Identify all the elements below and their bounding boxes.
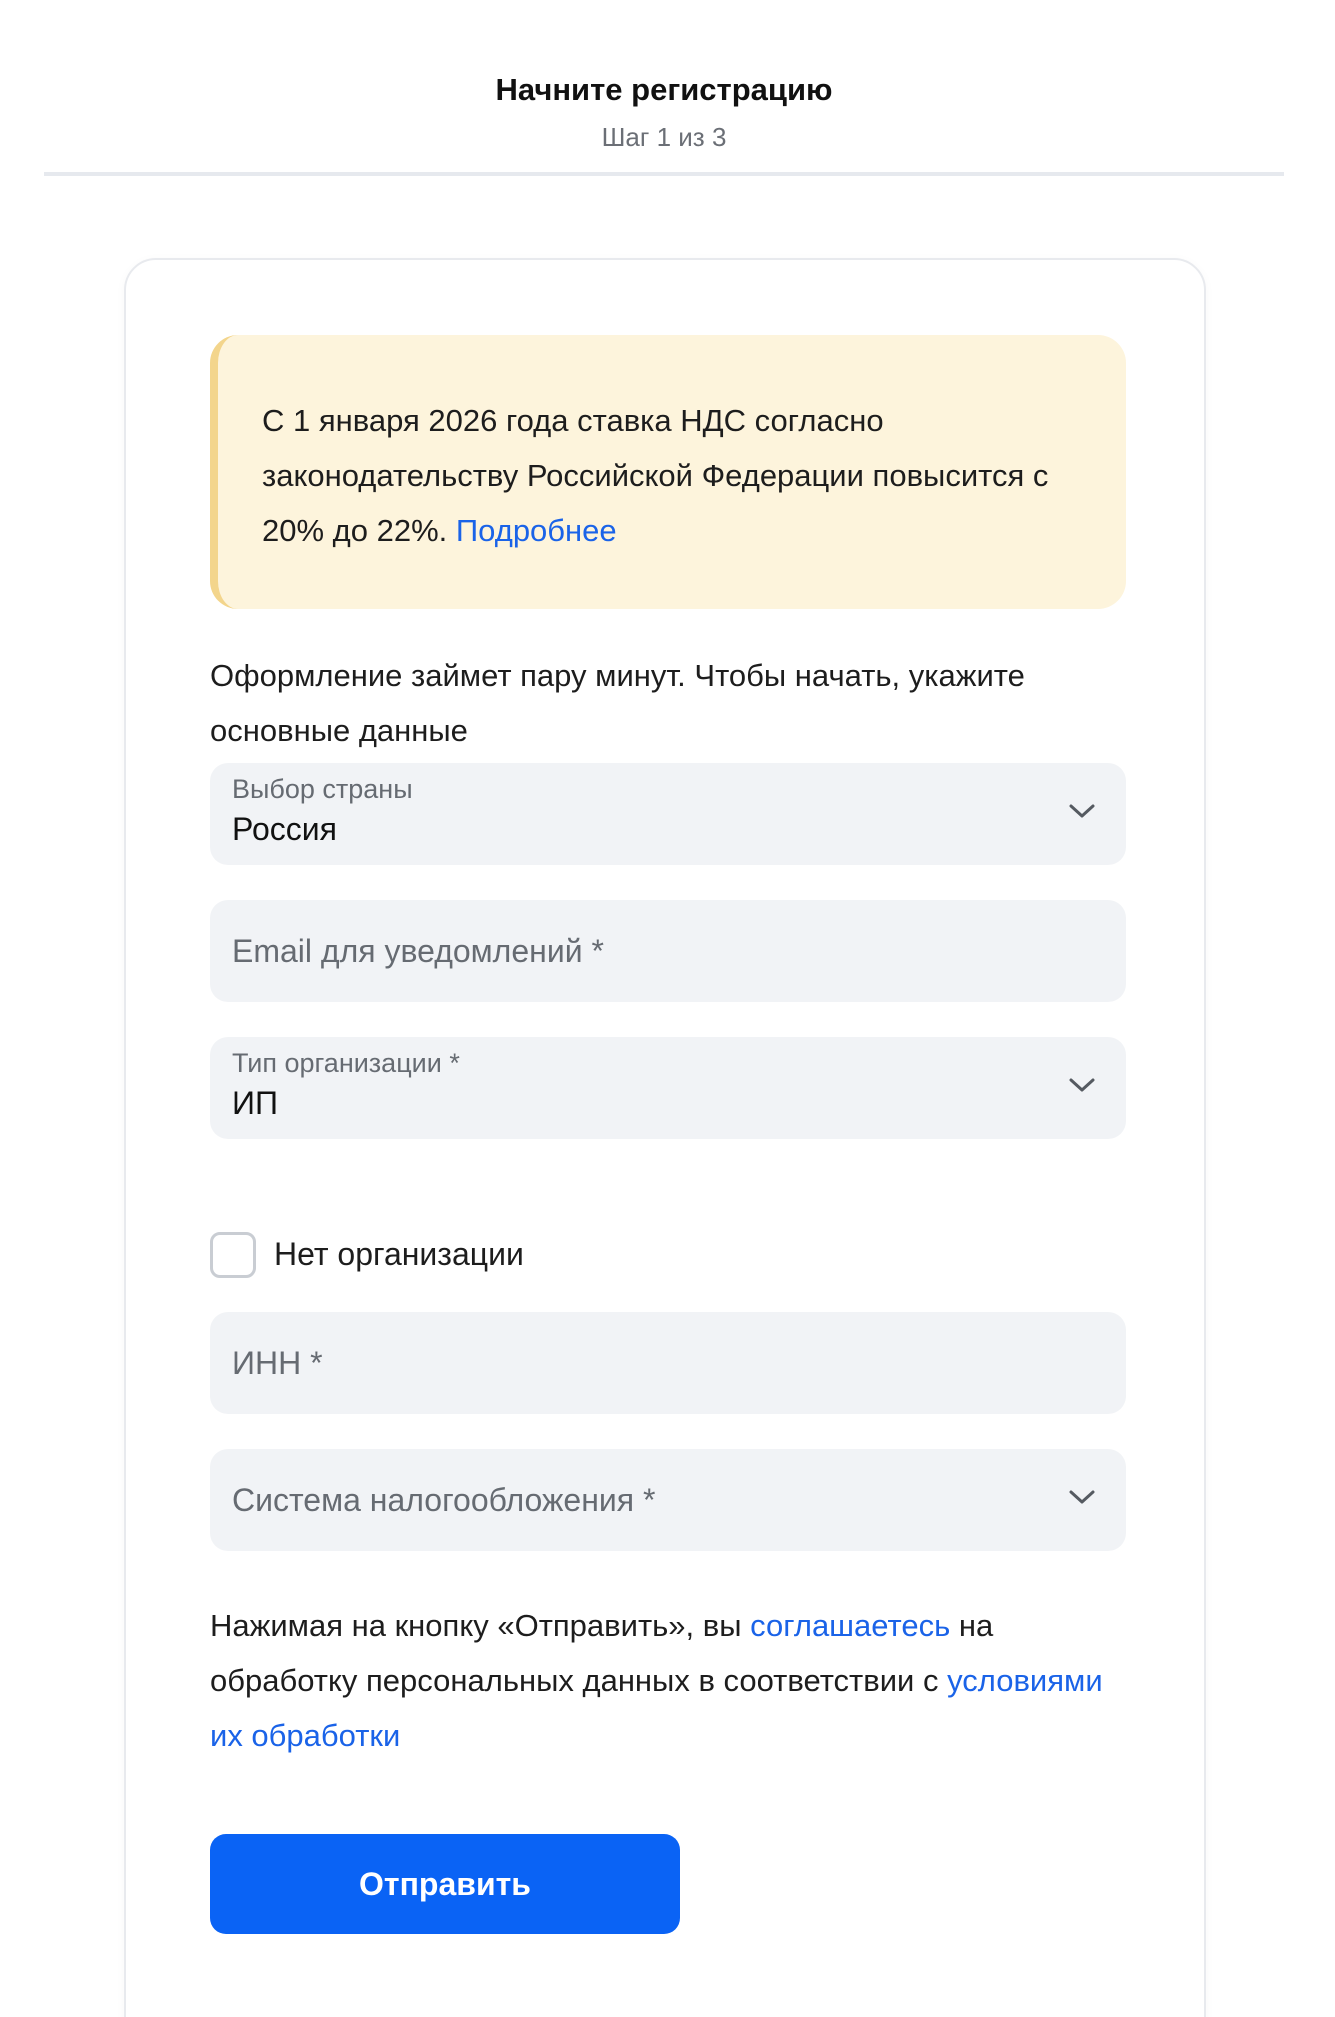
org-type-select-label: Тип организации * — [232, 1048, 460, 1078]
email-field-placeholder: Email для уведомлений * — [232, 933, 604, 969]
consent-agree-link[interactable]: соглашаетесь — [750, 1608, 951, 1643]
inn-field[interactable] — [210, 1312, 1126, 1414]
step-indicator: Шаг 1 из 3 — [601, 122, 727, 152]
org-type-select-value: ИП — [232, 1085, 278, 1121]
chevron-down-icon — [1068, 1075, 1096, 1095]
page-header — [44, 0, 1284, 176]
consent-text-part1: Нажимая на кнопку «Отправить», вы — [210, 1608, 742, 1643]
chevron-down-icon — [1068, 1487, 1096, 1507]
processing-terms-link[interactable]: условиями их обработки — [210, 1663, 1103, 1753]
intro-text: Оформление займет пару минут. Чтобы начать, укажите основные данные — [210, 658, 1025, 748]
more-info-link[interactable]: Подробнее — [455, 513, 617, 548]
vat-notice-text: С 1 января 2026 года ставка НДС согласно законодательству Российской Федерации повысится с 20% до 22%. — [262, 403, 1049, 548]
registration-card — [124, 258, 1206, 2017]
no-org-checkbox-row[interactable] — [210, 1230, 710, 1278]
no-org-checkbox[interactable] — [210, 1232, 256, 1278]
submit-button[interactable]: Отправить — [210, 1834, 680, 1934]
inn-field-placeholder: ИНН * — [232, 1345, 323, 1381]
country-select-label: Выбор страны — [232, 774, 413, 804]
country-select-value: Россия — [232, 811, 337, 847]
chevron-down-icon — [1068, 801, 1096, 821]
tax-system-select-placeholder: Система налогообложения * — [232, 1482, 656, 1518]
page-title: Начните регистрацию — [495, 72, 833, 107]
consent-text-part2: на обработку персональных данных в соответствии с — [210, 1608, 994, 1698]
consent-text — [210, 1598, 1126, 1763]
no-org-checkbox-label: Нет организации — [274, 1236, 524, 1272]
tax-system-select[interactable] — [210, 1449, 1126, 1551]
email-field[interactable] — [210, 900, 1126, 1002]
org-type-select[interactable] — [210, 1037, 1126, 1139]
country-select[interactable] — [210, 763, 1126, 865]
vat-notice — [210, 335, 1126, 609]
